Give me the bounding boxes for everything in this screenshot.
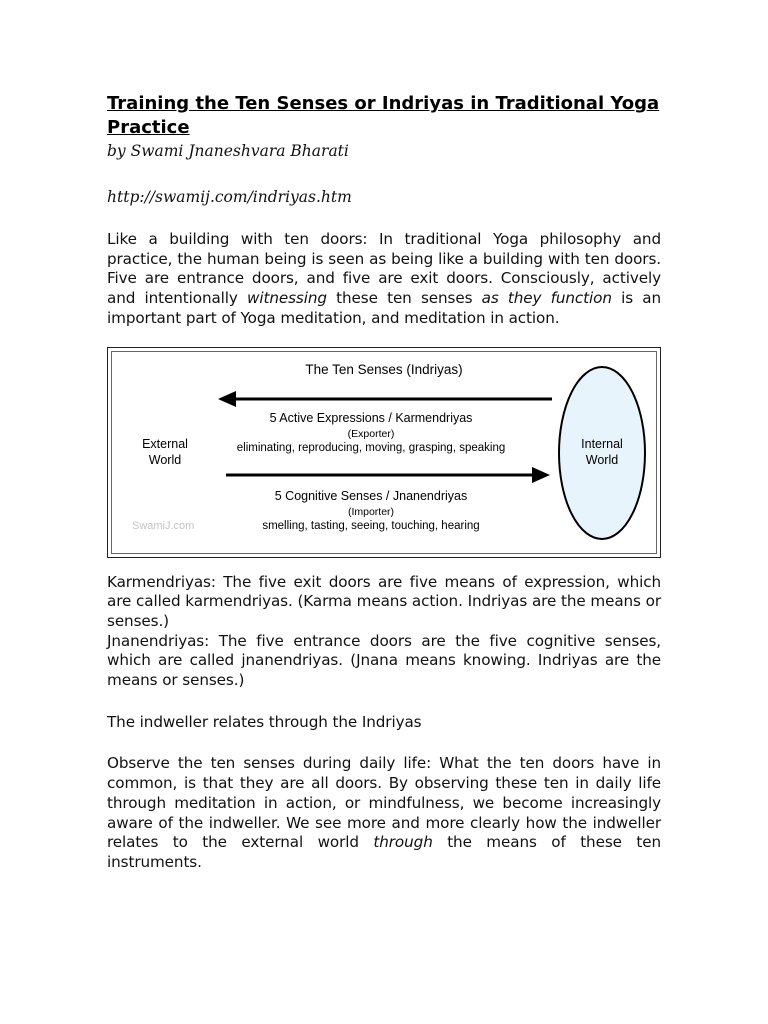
watermark: SwamiJ.com bbox=[132, 519, 195, 532]
cognitive-sub: (Importer) bbox=[347, 505, 395, 518]
source-url: http://swamij.com/indriyas.htm bbox=[107, 188, 352, 206]
ten-senses-diagram bbox=[107, 347, 661, 558]
diagram-svg bbox=[108, 348, 662, 559]
indweller-heading: The indweller relates through the Indriyas bbox=[107, 712, 422, 731]
entrance-arrow-head bbox=[532, 467, 550, 483]
article-title: Training the Ten Senses or Indriyas in Traditional Yoga Practice bbox=[107, 93, 660, 138]
byline: by Swami Jnaneshvara Bharati bbox=[107, 142, 349, 160]
intro-paragraph: Like a building with ten doors: In traditional Yoga philosophy and practice, the human being is seen as being like a building with ten doors. Five are entrance doors, and five are exit doors. Consciously, actively and intentionally witnessing these ten senses as they function is an important part of Yoga meditation, and meditation in action. bbox=[107, 230, 662, 327]
jnanendriyas-paragraph: Jnanendriyas: The five entrance doors are the five cognitive senses, which are called jnanendriyas. (Jnana means knowing. Indriyas are the means or senses.) bbox=[107, 631, 661, 690]
external-world-line2: World bbox=[148, 452, 182, 467]
exit-arrow-head bbox=[218, 391, 236, 407]
internal-world-line1: Internal bbox=[581, 436, 623, 451]
cognitive-list: smelling, tasting, seeing, touching, hearing bbox=[262, 519, 480, 532]
internal-world-line2: World bbox=[585, 452, 619, 467]
cognitive-title: 5 Cognitive Senses / Jnanendriyas bbox=[274, 488, 468, 503]
document-page bbox=[107, 92, 661, 873]
active-sub: (Exporter) bbox=[347, 427, 395, 440]
active-list: eliminating, reproducing, moving, grasping, speaking bbox=[236, 441, 506, 454]
karmendriyas-paragraph: Karmendriyas: The five exit doors are five means of expression, which are called karmendriyas. (Karma means action. Indriyas are the means or senses.) bbox=[107, 572, 661, 630]
external-world-line1: External bbox=[142, 436, 188, 451]
observe-paragraph: Observe the ten senses during daily life: What the ten doors have in common, is that they are all doors. By observing these ten in daily life through meditation in action, or mindfulness, we become increasingly aware of the indweller. We see more and more clearly how the indweller relates to the external world through the means of these ten instruments. bbox=[107, 754, 661, 871]
diagram-title: The Ten Senses (Indriyas) bbox=[305, 361, 463, 377]
active-title: 5 Active Expressions / Karmendriyas bbox=[269, 410, 473, 425]
